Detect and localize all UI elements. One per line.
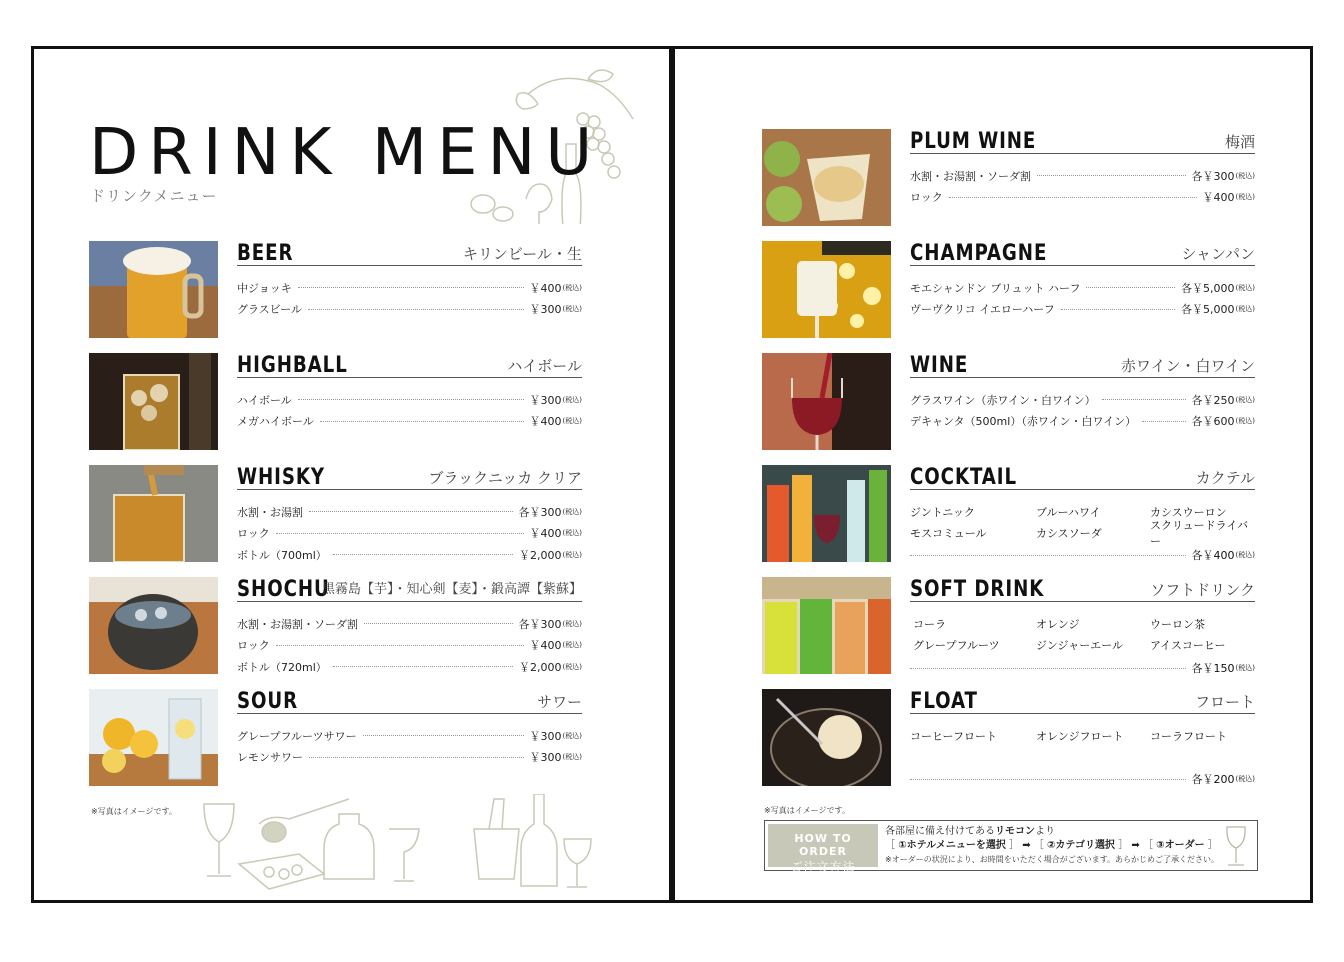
section-header (910, 689, 1255, 714)
section-highball (89, 353, 584, 451)
section-title-jp: 赤ワイン・白ワイン (1120, 357, 1255, 375)
soft-drink-photo (762, 577, 891, 674)
menu-grid-row: コーヒーフロート オレンジフロート コーラフロート (910, 729, 1227, 743)
section-header (910, 465, 1255, 490)
menu-item: 水割・お湯割・ソーダ割 各￥300 (税込) (910, 169, 1255, 183)
menu-item: グラスワイン（赤ワイン・白ワイン） 各￥250 (税込) (910, 393, 1255, 407)
menu-item: レモンサワー ￥300 (税込) (237, 751, 582, 765)
section-beer (89, 241, 584, 339)
section-title-en: BEER (237, 241, 294, 266)
menu-item: ボトル（720ml） ￥2,000 (税込) (237, 660, 582, 674)
menu-item: ロック ￥400 (税込) (910, 191, 1255, 205)
arrow-right-icon: ➡ (1131, 840, 1140, 851)
section-header (237, 241, 582, 266)
section-title-jp: ブラックニッカ クリア (428, 469, 582, 487)
section-whisky (89, 465, 584, 563)
section-title-en: SOFT DRINK (910, 577, 1045, 602)
beer-photo (89, 241, 218, 338)
menu-item: ロック ￥400 (税込) (237, 527, 582, 541)
wine-glass-icon (1223, 824, 1249, 868)
arrow-right-icon: ➡ (1022, 840, 1031, 851)
menu-item: ハイボール ￥300 (税込) (237, 393, 582, 407)
section-title-jp: カクテル (1195, 469, 1255, 487)
section-title-jp: ソフトドリンク (1150, 581, 1255, 599)
float-photo (762, 689, 891, 786)
section-title-en: WINE (910, 353, 969, 378)
menu-grid-row: ジントニック ブルーハワイ カシスウーロン (910, 505, 1227, 519)
menu-item: 水割・お湯割 各￥300 (税込) (237, 505, 582, 519)
menu-item: 中ジョッキ ￥400 (税込) (237, 281, 582, 295)
section-shochu (89, 577, 584, 675)
cocktail-photo (762, 465, 891, 562)
section-header (910, 577, 1255, 602)
section-header (910, 129, 1255, 154)
sour-photo (89, 689, 218, 786)
section-title-en: SOUR (237, 689, 299, 714)
section-champagne (762, 241, 1257, 339)
menu-item: モエシャンドン ブリュット ハーフ 各￥5,000 (税込) (910, 281, 1255, 295)
section-title-en: PLUM WINE (910, 129, 1037, 154)
shochu-photo (89, 577, 218, 674)
section-price: 各￥200 (税込) (910, 769, 1255, 789)
photo-note: ※写真はイメージです。 (91, 807, 177, 816)
menu-item: グラスビール ￥300 (税込) (237, 303, 582, 317)
section-float (762, 689, 1257, 787)
section-title-jp: ハイボール (507, 357, 582, 375)
section-title-en: SHOCHU (237, 577, 330, 602)
highball-photo (89, 353, 218, 450)
menu-left-page (31, 46, 672, 903)
menu-item: ボトル（700ml） ￥2,000 (税込) (237, 548, 582, 562)
how-to-order-instructions: 各部屋に備え付けてあるリモコンより ［ ①ホテルメニューを選択 ］ ➡ ［ ②カテゴリ選択 ］ ➡ ［ ③オーダー ］ ※オーダーの状況により、お時間をいただく場合がございます。あらかじめご了承ください。 (885, 826, 1220, 864)
section-title-jp: キリンビール・生 (462, 245, 582, 263)
menu-right-page (672, 46, 1313, 903)
section-title-jp: フロート (1194, 693, 1255, 711)
section-title-jp: 梅酒 (1224, 133, 1255, 151)
section-plum-wine (762, 129, 1257, 227)
champagne-photo (762, 241, 891, 338)
whisky-photo (89, 465, 218, 562)
menu-item: ヴーヴクリコ イエローハーフ 各￥5,000 (税込) (910, 303, 1255, 317)
menu-grid-row: モスコミュール カシスソーダ スクリュードライバー (910, 519, 1249, 549)
section-title-en: FLOAT (910, 689, 978, 714)
menu-grid-row: コーラ オレンジ ウーロン茶 (913, 617, 1205, 631)
menu-grid-row: グレープフルーツ ジンジャーエール アイスコーヒー (913, 639, 1226, 653)
wine-photo (762, 353, 891, 450)
page-title: DRINK MENU (89, 116, 603, 190)
section-header (237, 577, 582, 602)
how-to-order-label: HOW TO ORDER ご注文方法 (768, 824, 878, 867)
section-soft-drink (762, 577, 1257, 675)
section-title-jp: サワー (536, 693, 582, 711)
section-header (910, 241, 1255, 266)
section-title-jp: シャンパン (1181, 245, 1255, 263)
section-wine (762, 353, 1257, 451)
section-title-jp: 黒霧島【芋】・知心剣【麦】・鍛高譚【紫蘇】 (321, 582, 582, 597)
section-price: 各￥400 (税込) (910, 545, 1255, 565)
section-title-en: HIGHBALL (237, 353, 348, 378)
menu-item: デキャンタ（500ml）（赤ワイン・白ワイン） 各￥600 (税込) (910, 415, 1255, 429)
photo-note: ※写真はイメージです。 (764, 806, 850, 815)
section-title-en: WHISKY (237, 465, 326, 490)
menu-item: ロック ￥400 (税込) (237, 639, 582, 653)
section-header (910, 353, 1255, 378)
section-sour (89, 689, 584, 787)
plum-wine-photo (762, 129, 891, 226)
section-title-en: COCKTAIL (910, 465, 1017, 490)
section-price: 各￥150 (税込) (910, 658, 1255, 678)
section-header (237, 689, 582, 714)
section-cocktail (762, 465, 1257, 563)
how-to-order-box (764, 820, 1258, 874)
page-subtitle: ドリンクメニュー (90, 187, 218, 205)
menu-item: 水割・お湯割・ソーダ割 各￥300 (税込) (237, 617, 582, 631)
menu-item: メガハイボール ￥400 (税込) (237, 415, 582, 429)
menu-item: グレープフルーツサワー ￥300 (税込) (237, 729, 582, 743)
glassware-illustration (199, 794, 599, 894)
section-header (237, 353, 582, 378)
section-header (237, 465, 582, 490)
section-title-en: CHAMPAGNE (910, 241, 1048, 266)
